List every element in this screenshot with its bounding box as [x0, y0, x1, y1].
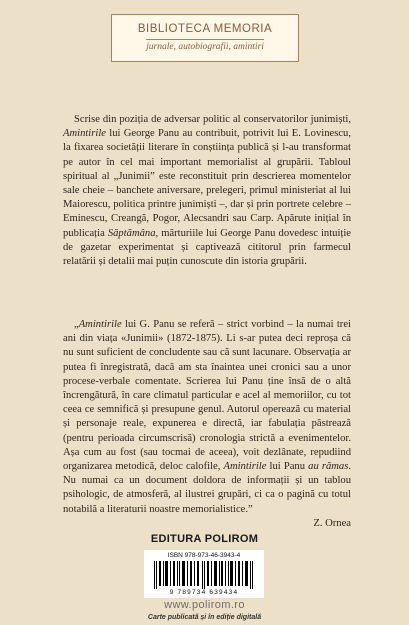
barcode-panel: [144, 550, 264, 598]
blurb-italic-title: Amintirile: [223, 461, 267, 473]
blurb-italic-title: Amintirile: [78, 319, 122, 330]
blurb-paragraph-1: [63, 113, 351, 269]
publisher-name: EDITURA POLIROM: [150, 533, 259, 545]
barcode-icon: [152, 561, 256, 589]
blurb-text: , mărturiile lui George Panu dovedesc intuiție de gazetar experimentat și captivează cititorul prin farmecul relatării și detalii mai puțin cunoscute din istoria grupării.: [63, 227, 352, 268]
quote-mark: „: [74, 319, 79, 330]
barcode-digits: 9 789734 639434: [169, 589, 239, 596]
blurb-text: lui George Panu au contribuit, potrivit lui E. Lovinescu, la fixarea societății literare în conștiința publică și l-au transformat pe autor în cel mai important memorialist al grupării. Tabloul spiritual al „Junimii” este reconstituit prin descrierea momentelor sale cheie – banchete aniversare, prelegeri, primul ministeriat al lui Maiorescu, politica printre junimiști –, dar și prin portrete celebre – Eminescu, Creangă, Pogor, Alecsandri sau Carp. Apărute inițial în publicația: [63, 128, 351, 239]
series-subtitle: jurnale, autobiografii, amintiri: [146, 42, 264, 52]
blurb-text: Scrise din poziția de adversar politic al conservatorilor junimiști,: [74, 114, 351, 125]
blurb-italic-publication: Săptămâna: [107, 227, 156, 239]
series-title: BIBLIOTECA MEMORIA: [137, 23, 273, 35]
blurb-text: . Nu numai ca un document doldora de informații și un tablou psihologic, de atmosferă, al ilustrei grupări, ci ca o pagină cu totul notabilă a literaturii noastre memorialistice.”: [63, 461, 351, 515]
blurb-italic-title: Amintirile: [63, 128, 106, 140]
quote-signature: Z. Ornea: [313, 518, 351, 529]
blurb-text: lui Panu: [266, 461, 309, 473]
series-label-box: [111, 14, 299, 62]
series-divider: [146, 39, 264, 40]
isbn-label: ISBN 978-973-46-3943-4: [167, 552, 241, 559]
publisher-website-link[interactable]: www.polirom.ro: [164, 599, 245, 611]
digital-edition-note: Carte publicată și în ediție digitală: [147, 614, 262, 621]
blurb-paragraph-2-quote: [63, 318, 351, 517]
blurb-italic-phrase: au rămas: [308, 461, 349, 473]
blurb-text: lui G. Panu se referă – strict vorbind – la numai trei ani din viața «Junimii» (1872-1875). Li s-ar putea deci reproșa că nu sunt suficient de concludente sau că sunt lacunare. Observația ar putea fi înregistrată, dacă am sta înaintea unei cronici sau a unor procese-verbale comentate. Scrierea lui Panu ține însă de o altă încrengătură, în care climatul particular e acel al memoriilor, cu tot ceea ce semnifică și presupune genul. Autorul operează cu material și personaje reale, expunerea e directă, iar fabulația păstrează (pentru perioada circumscrisă) cronologia strictă a evenimentelor. Așa cum au fost (sau tocmai de aceea), voit dezlânate, repudiind organizarea metodică, deloc calofile,: [63, 319, 351, 473]
